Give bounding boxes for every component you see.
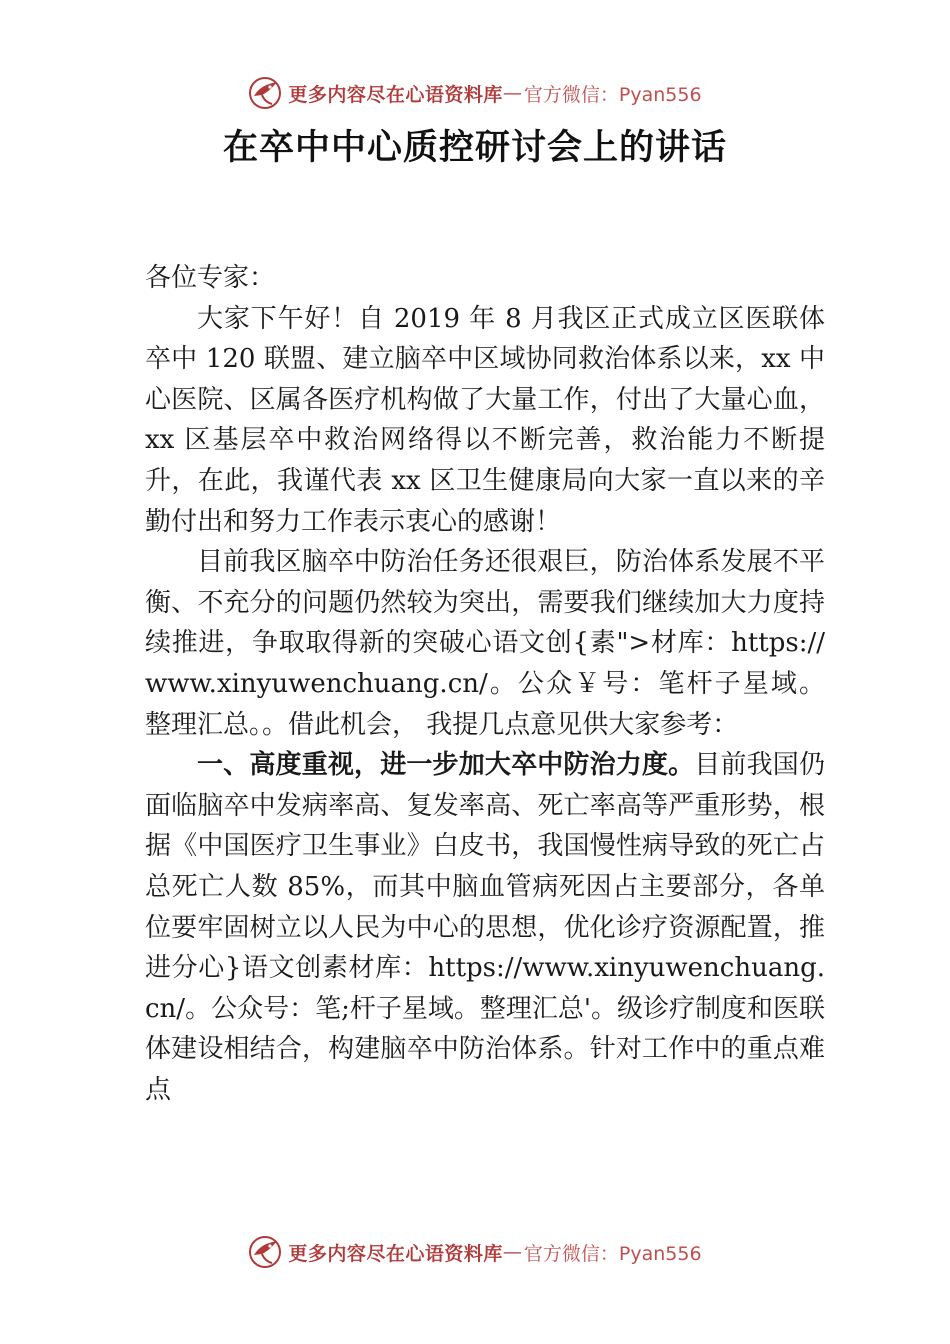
watermark-brand-text: 更多内容尽在心语资料库 bbox=[288, 1242, 503, 1265]
section-paragraph bbox=[145, 745, 825, 1110]
watermark-banner-top bbox=[0, 73, 950, 113]
hummingbird-logo-icon bbox=[248, 1235, 282, 1269]
document-body bbox=[145, 258, 825, 1110]
watermark-brand-text: 更多内容尽在心语资料库 bbox=[288, 83, 503, 106]
paragraph: 大家下午好！自 2019 年 8 月我区正式成立区医联体卒中 120 联盟、建立脑卒中区域协同救治体系以来，xx 中心医院、区属各医疗机构做了大量工作，付出了大量心血，xx 区基层卒中救治网络得以不断完善，救治能力不断提升，在此，我谨代表 xx 区卫生健康局向大家一直以来的辛勤付出和努力工作表示衷心的感谢！ bbox=[145, 303, 825, 537]
watermark-separator: — bbox=[502, 82, 522, 104]
salutation: 各位专家： bbox=[145, 263, 276, 293]
watermark-separator: — bbox=[502, 1241, 522, 1263]
page-title: 在卒中中心质控研讨会上的讲话 bbox=[222, 128, 727, 168]
paragraph: 目前我区脑卒中防治任务还很艰巨，防治体系发展不平衡、不充分的问题仍然较为突出，需要我们继续加大力度持续推进，争取取得新的突破心语文创{素">材库：https://www.xinyuwenchuang.cn/。公众￥号：笔杆子星域。整理汇总。。借此机会， 我提几点意见供大家参考： bbox=[145, 547, 825, 740]
section-body-text: 目前我国仍面临脑卒中发病率高、复发率高、死亡率高等严重形势，根据《中国医疗卫生事业》白皮书，我国慢性病导致的死亡占总死亡人数 85%，而其中脑血管病死因占主要部分，各单位要牢固树立以人民为中心的思想，优化诊疗资源配置，推进分心}语文创素材库：https://www.xinyuwenchuang.cn/。公众号：笔;杆子星域。整理汇总'。级诊疗制度和医联体建设相结合，构建脑卒中防治体系。针对工作中的重点难点 bbox=[145, 750, 825, 1105]
watermark-wechat-text: 官方微信：Pyan556 bbox=[523, 83, 702, 106]
section-heading: 一、高度重视，进一步加大卒中防治力度。 bbox=[197, 750, 695, 781]
watermark-wechat-text: 官方微信：Pyan556 bbox=[523, 1242, 702, 1265]
hummingbird-logo-icon bbox=[248, 76, 282, 110]
watermark-banner-bottom bbox=[0, 1232, 950, 1272]
